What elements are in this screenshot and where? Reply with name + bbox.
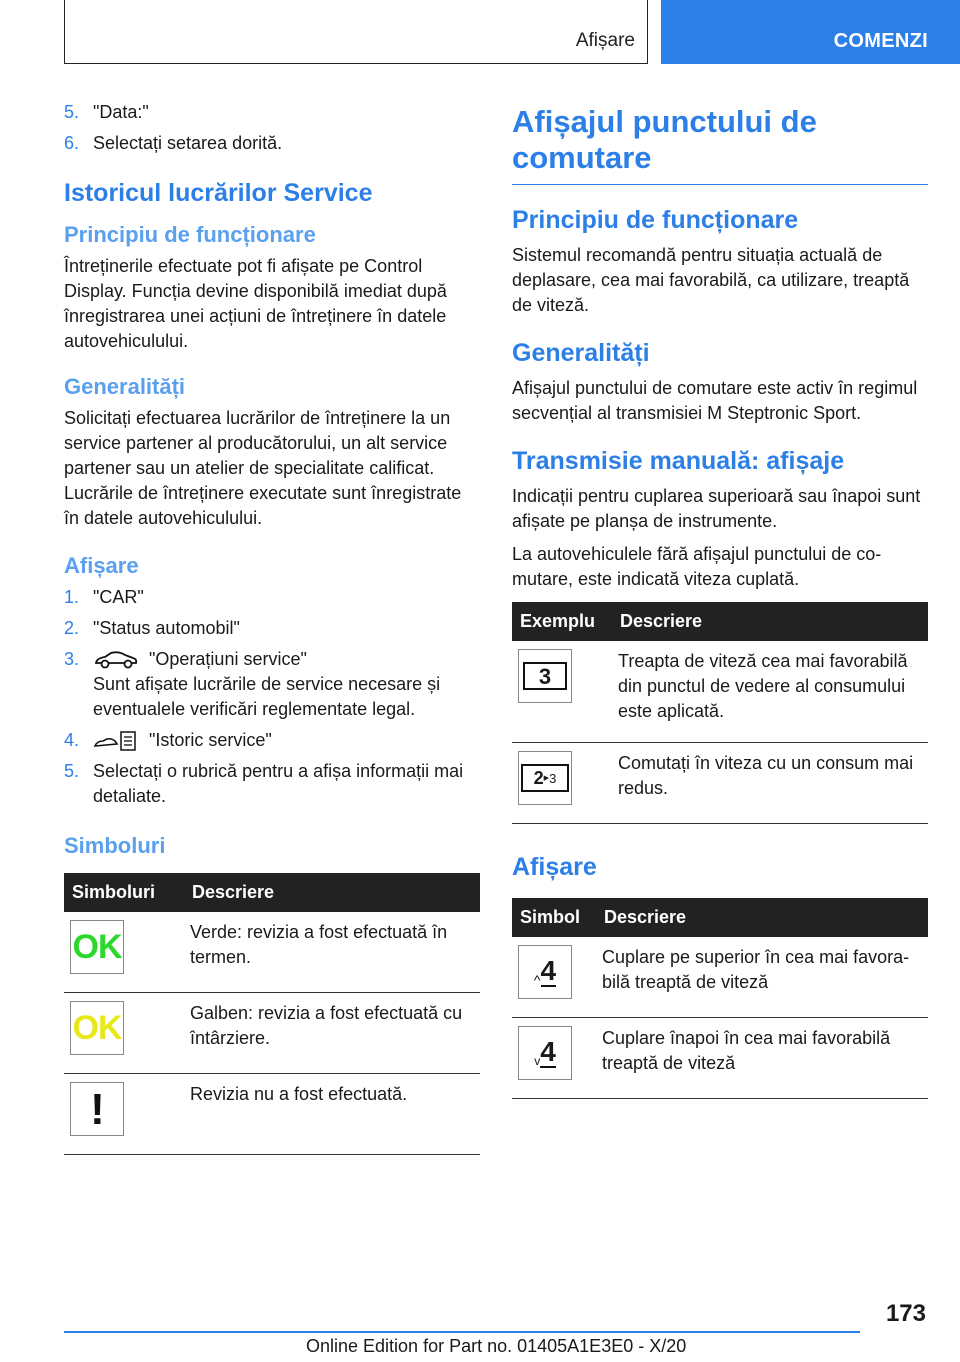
ok-green-icon: OK — [70, 920, 124, 974]
header-chapter-title: COMENZI — [833, 30, 928, 52]
table-row — [512, 641, 928, 743]
heading-display: Afișare — [512, 853, 597, 881]
paragraph-manual-2: La autovehiculele fără afișajul punctului de comutare, este indicată viteza cuplată. — [512, 544, 882, 589]
service-history-icon — [93, 730, 139, 752]
heading-service-history: Istoricul lucrărilor Service — [64, 179, 373, 207]
heading-shift-point: Afișajul punctului de comutare — [512, 104, 928, 185]
table-cell: Revizia nu a fost efectuată. — [184, 1074, 480, 1155]
list-item — [64, 131, 480, 156]
table-header: Descriere — [184, 873, 480, 912]
list-number: 1. — [64, 587, 80, 607]
paragraph-principle: Sistemul recomandă pentru situația actuală de deplasare, cea mai favorabilă, ca utilizare, treaptă de viteză. — [512, 245, 910, 315]
table-row — [64, 1074, 480, 1155]
list-item — [64, 100, 480, 125]
ok-yellow-icon: OK — [70, 1001, 124, 1055]
downshift-4-icon: v 4 — [518, 1026, 572, 1080]
table-header: Descriere — [612, 602, 928, 641]
table-row — [64, 912, 480, 993]
list-item — [64, 759, 480, 809]
car-service-icon — [93, 649, 139, 671]
heading-principle: Principiu de funcționare — [512, 206, 799, 234]
table-cell: Verde: revizia a fost efectuată în termen. — [184, 912, 480, 993]
list-number: 5. — [64, 102, 80, 122]
paragraph-manual-1: Indicații pentru cuplarea superioară sau înapoi sunt afișate pe planșa de instrumente. — [512, 486, 921, 531]
heading-symbols: Simboluri — [64, 833, 166, 858]
heading-general: Generalități — [512, 339, 650, 367]
table-cell: Treapta de viteză cea mai favorabilă din punctul de vedere al consumului este aplicată. — [612, 641, 928, 743]
list-item — [64, 647, 480, 722]
symbols-table — [64, 873, 480, 1155]
list-number: 2. — [64, 618, 80, 638]
heading-general: Generalități — [64, 374, 186, 399]
list-number: 6. — [64, 133, 80, 153]
header-chapter-tab[interactable] — [661, 0, 960, 64]
table-row — [512, 1018, 928, 1099]
header-section-title: Afișare — [575, 30, 635, 51]
list-item — [64, 616, 480, 641]
list-text: "Istoric service" — [149, 730, 272, 750]
paragraph-general: Afișajul punctului de comutare este activ în regimul secvențial al transmisiei M Steptronic Sport. — [512, 378, 918, 423]
gear-3-icon: 3 — [518, 649, 572, 703]
paragraph-principle: Întreținerile efectuate pot fi afișate pe Control Display. Funcția devine disponibilă imediat după înregistrarea unei acțiuni de întreținere în datele autovehiculului. — [64, 256, 447, 351]
table-header: Simbol — [512, 898, 596, 937]
heading-manual-transmission: Transmisie manuală: afișaje — [512, 447, 845, 475]
list-text: "Operațiuni service" — [149, 649, 307, 669]
list-item — [64, 585, 480, 610]
table-header: Exemplu — [512, 602, 612, 641]
table-cell: Comutați în viteza cu un consum mai redus. — [612, 743, 928, 824]
table-header: Simboluri — [64, 873, 184, 912]
list-text: "CAR" — [93, 587, 144, 607]
heading-principle: Principiu de funcționare — [64, 222, 316, 247]
left-column — [64, 100, 480, 1155]
table-row — [512, 743, 928, 824]
list-item — [64, 728, 480, 753]
paragraph-general: Solicitați efectuarea lucrărilor de întreținere la un service partener al producătorului, un alt service partener sau un atelier de specialitate calificat. Lucrările de întreținere executate sunt înregistrate în datele autovehiculului. — [64, 408, 462, 528]
exclamation-icon: ! — [70, 1082, 124, 1136]
list-number: 5. — [64, 761, 80, 781]
list-text: Selectați o rubrică pentru a afișa informații mai detaliate. — [93, 761, 464, 806]
list-number: 3. — [64, 649, 80, 669]
list-number: 4. — [64, 730, 80, 750]
footer-edition: Online Edition for Part no. 01405A1E3E0 - X/20 — [306, 1336, 687, 1356]
table-cell: Galben: revizia a fost efectuată cu întârziere. — [184, 993, 480, 1074]
list-text: Selectați setarea dorită. — [93, 133, 283, 153]
gear-shift-2-to-3-icon: 2 ▸ 3 — [518, 751, 572, 805]
right-column — [512, 100, 928, 1099]
table-cell: Cuplare pe superior în cea mai favorabilă treaptă de viteză — [596, 937, 928, 1018]
page-number: 173 — [885, 1300, 926, 1327]
table-row — [512, 937, 928, 1018]
heading-display: Afișare — [64, 553, 139, 578]
header-section-box — [64, 0, 648, 64]
list-text: "Status automobil" — [93, 618, 240, 638]
table-row — [64, 993, 480, 1074]
list-subtext: Sunt afișate lucrările de service necesare și eventualele verificări reglementate legal. — [93, 674, 441, 719]
table-header: Descriere — [596, 898, 928, 937]
list-text: "Data:" — [93, 102, 149, 122]
footer-divider — [64, 1331, 860, 1333]
examples-table — [512, 602, 928, 824]
table-cell: Cuplare înapoi în cea mai favorabilă treaptă de viteză — [596, 1018, 928, 1099]
display-symbols-table — [512, 898, 928, 1099]
upshift-4-icon: ^ 4 — [518, 945, 572, 999]
